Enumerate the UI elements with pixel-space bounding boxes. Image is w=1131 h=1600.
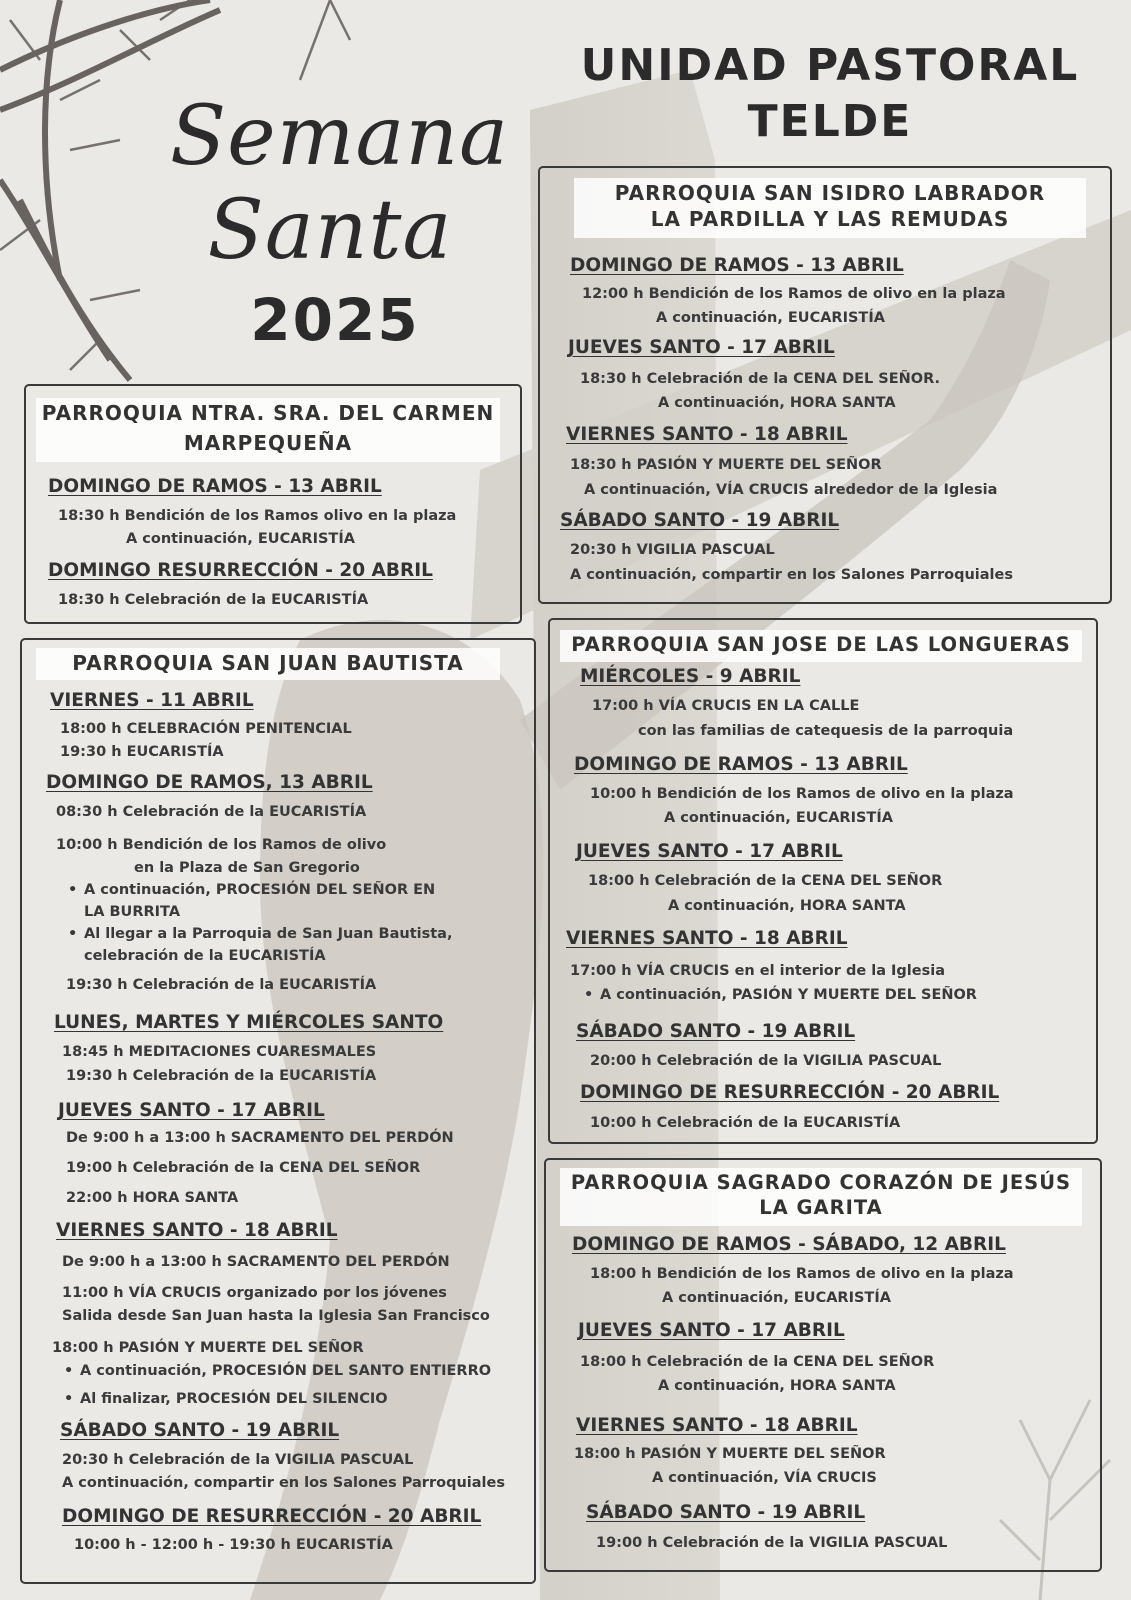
sagrado-corazon-line: A continuación, VÍA CRUCIS (652, 1470, 877, 1486)
san-isidro-line: 20:30 h VIGILIA PASCUAL (570, 542, 775, 558)
sagrado-corazon-line: 19:00 h Celebración de la VIGILIA PASCUAL (596, 1535, 948, 1551)
san-juan-line: A continuación, compartir en los Salones Parroquiales (62, 1475, 505, 1491)
san-juan-line: 18:45 h MEDITACIONES CUARESMALES (62, 1044, 377, 1060)
parish-title-carmen (36, 398, 500, 462)
san-jose-day-jueves-santo: JUEVES SANTO - 17 ABRIL (576, 841, 843, 862)
san-isidro-line: A continuación, compartir en los Salones Parroquiales (570, 567, 1013, 583)
san-isidro-day-sabado-santo: SÁBADO SANTO - 19 ABRIL (560, 510, 840, 531)
parish-title-san-isidro-line2: LA PARDILLA Y LAS REMUDAS (650, 207, 1010, 231)
san-isidro-line: 12:00 h Bendición de los Ramos de olivo en la plaza (582, 286, 1006, 302)
san-juan-line: 11:00 h VÍA CRUCIS organizado por los jóvenes (62, 1285, 447, 1301)
san-isidro-line: A continuación, HORA SANTA (658, 395, 896, 411)
title-year: 2025 (250, 286, 420, 354)
san-juan-day-viernes: VIERNES - 11 ABRIL (50, 690, 254, 711)
san-juan-line: celebración de la EUCARISTÍA (84, 948, 326, 964)
san-juan-line: Salida desde San Juan hasta la Iglesia San Francisco (62, 1308, 490, 1324)
parish-title-sagrado-corazon-line2: LA GARITA (759, 1196, 883, 1219)
sagrado-corazon-line: A continuación, EUCARISTÍA (662, 1290, 891, 1306)
san-juan-line: 22:00 h HORA SANTA (66, 1190, 239, 1206)
sagrado-corazon-line: A continuación, HORA SANTA (658, 1378, 896, 1394)
san-isidro-line: A continuación, VÍA CRUCIS alrededor de la Iglesia (584, 482, 998, 498)
title-santa: Santa (207, 183, 453, 278)
san-juan-day-jueves-santo: JUEVES SANTO - 17 ABRIL (58, 1100, 325, 1121)
san-jose-day-miercoles: MIÉRCOLES - 9 ABRIL (580, 666, 801, 687)
san-jose-line: 10:00 h Celebración de la EUCARISTÍA (590, 1115, 901, 1131)
san-jose-day-domingo-ramos: DOMINGO DE RAMOS - 13 ABRIL (574, 754, 908, 775)
san-jose-day-viernes-santo: VIERNES SANTO - 18 ABRIL (566, 928, 848, 949)
san-isidro-line: 18:30 h Celebración de la CENA DEL SEÑOR. (580, 371, 941, 387)
san-juan-day-lunes-martes-miercoles: LUNES, MARTES Y MIÉRCOLES SANTO (54, 1012, 444, 1033)
san-juan-bullet: • Al llegar a la Parroquia de San Juan Bautista, (84, 925, 452, 943)
parish-title-san-isidro (574, 178, 1086, 238)
san-juan-line: 18:00 h CELEBRACIÓN PENITENCIAL (60, 721, 352, 737)
san-jose-line: 17:00 h VÍA CRUCIS en el interior de la Iglesia (570, 963, 945, 979)
san-juan-line: 19:30 h Celebración de la EUCARISTÍA (66, 1068, 377, 1084)
san-juan-bullet: • A continuación, PROCESIÓN DEL SANTO ENTIERRO (80, 1362, 491, 1380)
san-isidro-line: A continuación, EUCARISTÍA (656, 310, 885, 326)
sagrado-corazon-day-viernes-santo: VIERNES SANTO - 18 ABRIL (576, 1415, 858, 1436)
san-jose-line: con las familias de catequesis de la parroquia (638, 723, 1014, 739)
carmen-day-domingo-resurreccion: DOMINGO RESURRECCIÓN - 20 ABRIL (48, 560, 433, 581)
san-isidro-day-jueves-santo: JUEVES SANTO - 17 ABRIL (568, 337, 835, 358)
san-juan-bullet: • Al finalizar, PROCESIÓN DEL SILENCIO (80, 1390, 388, 1408)
san-juan-day-domingo-resurreccion: DOMINGO DE RESURRECCIÓN - 20 ABRIL (62, 1506, 482, 1527)
san-isidro-line: 18:30 h PASIÓN Y MUERTE DEL SEÑOR (570, 457, 882, 473)
san-juan-day-viernes-santo: VIERNES SANTO - 18 ABRIL (56, 1220, 338, 1241)
san-juan-line: 10:00 h - 12:00 h - 19:30 h EUCARISTÍA (74, 1537, 393, 1553)
san-jose-line: A continuación, HORA SANTA (668, 898, 906, 914)
san-juan-line: De 9:00 h a 13:00 h SACRAMENTO DEL PERDÓN (62, 1254, 450, 1270)
san-juan-line: 10:00 h Bendición de los Ramos de olivo (56, 837, 387, 853)
unidad-pastoral-line1: UNIDAD PASTORAL (580, 40, 1080, 91)
san-juan-bullet: • A continuación, PROCESIÓN DEL SEÑOR EN (84, 881, 435, 899)
parish-title-sagrado-corazon-line1: PARROQUIA SAGRADO CORAZÓN DE JESÚS (570, 1171, 1072, 1194)
carmen-line: 18:30 h Bendición de los Ramos olivo en la plaza (58, 508, 457, 524)
san-juan-line: 19:30 h Celebración de la EUCARISTÍA (66, 977, 377, 993)
sagrado-corazon-day-sabado-santo: SÁBADO SANTO - 19 ABRIL (586, 1502, 866, 1523)
title-semana: Semana (170, 89, 510, 184)
san-juan-line: 08:30 h Celebración de la EUCARISTÍA (56, 804, 367, 820)
san-jose-line: A continuación, EUCARISTÍA (664, 810, 893, 826)
san-jose-line: 20:00 h Celebración de la VIGILIA PASCUAL (590, 1053, 942, 1069)
parish-title-san-isidro-line1: PARROQUIA SAN ISIDRO LABRADOR (614, 181, 1046, 205)
parish-title-carmen-line2: MARPEQUEÑA (183, 431, 353, 455)
carmen-line: A continuación, EUCARISTÍA (126, 531, 355, 547)
san-jose-bullet: • A continuación, PASIÓN Y MUERTE DEL SEÑOR (600, 986, 977, 1004)
san-juan-line: LA BURRITA (84, 904, 181, 920)
san-juan-day-domingo-ramos: DOMINGO DE RAMOS, 13 ABRIL (46, 772, 373, 793)
sagrado-corazon-line: 18:00 h PASIÓN Y MUERTE DEL SEÑOR (574, 1446, 886, 1462)
parish-title-san-juan: PARROQUIA SAN JUAN BAUTISTA (36, 648, 500, 680)
sagrado-corazon-line: 18:00 h Bendición de los Ramos de olivo en la plaza (590, 1266, 1014, 1282)
san-jose-line: 18:00 h Celebración de la CENA DEL SEÑOR (588, 873, 943, 889)
unidad-pastoral-line2: TELDE (747, 96, 913, 147)
san-juan-day-sabado-santo: SÁBADO SANTO - 19 ABRIL (60, 1420, 340, 1441)
sagrado-corazon-day-jueves-santo: JUEVES SANTO - 17 ABRIL (578, 1320, 845, 1341)
san-juan-line: 20:30 h Celebración de la VIGILIA PASCUAL (62, 1452, 414, 1468)
san-juan-line: De 9:00 h a 13:00 h SACRAMENTO DEL PERDÓN (66, 1130, 454, 1146)
san-jose-line: 17:00 h VÍA CRUCIS EN LA CALLE (592, 698, 860, 714)
san-jose-day-domingo-resurreccion: DOMINGO DE RESURRECCIÓN - 20 ABRIL (580, 1082, 1000, 1103)
carmen-day-domingo-ramos: DOMINGO DE RAMOS - 13 ABRIL (48, 476, 382, 497)
sagrado-corazon-line: 18:00 h Celebración de la CENA DEL SEÑOR (580, 1354, 935, 1370)
san-juan-line: 19:00 h Celebración de la CENA DEL SEÑOR (66, 1160, 421, 1176)
carmen-line: 18:30 h Celebración de la EUCARISTÍA (58, 592, 369, 608)
san-jose-day-sabado-santo: SÁBADO SANTO - 19 ABRIL (576, 1021, 856, 1042)
sagrado-corazon-day-domingo-ramos: DOMINGO DE RAMOS - SÁBADO, 12 ABRIL (572, 1234, 1006, 1255)
san-juan-line: en la Plaza de San Gregorio (134, 860, 360, 876)
parish-title-san-jose: PARROQUIA SAN JOSE DE LAS LONGUERAS (560, 630, 1082, 662)
san-juan-line: 18:00 h PASIÓN Y MUERTE DEL SEÑOR (52, 1340, 364, 1356)
san-jose-line: 10:00 h Bendición de los Ramos de olivo en la plaza (590, 786, 1014, 802)
san-juan-line: 19:30 h EUCARISTÍA (60, 744, 224, 760)
san-isidro-day-viernes-santo: VIERNES SANTO - 18 ABRIL (566, 424, 848, 445)
parish-title-sagrado-corazon (560, 1168, 1082, 1226)
san-isidro-day-domingo-ramos: DOMINGO DE RAMOS - 13 ABRIL (570, 255, 904, 276)
parish-title-carmen-line1: PARROQUIA NTRA. SRA. DEL CARMEN (41, 401, 495, 425)
